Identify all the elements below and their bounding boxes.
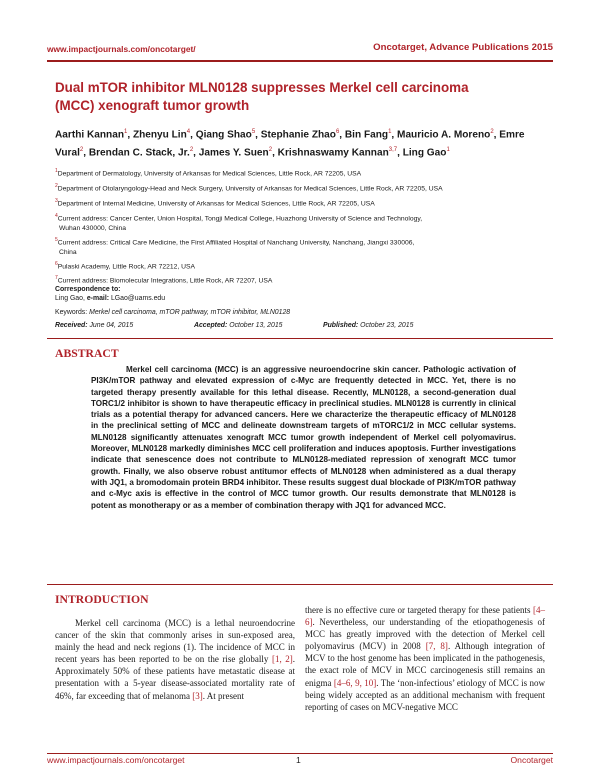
intro-text: . Although integration of MCV to the host genome has been implicated in the pathogenesis, the exact role of MCV in MCC carcinogenesis still remains an enigma — [305, 641, 545, 688]
affiliation-text-cont: Wuhan 430000, China — [59, 224, 127, 232]
intro-text: Merkel cell carcinoma (MCC) is a lethal neuroendocrine cancer of the skin that commonly arises in sun-exposed area, mainly the head and neck regions (1). The incidence of MCC in recent years has been reported to be on the rise globally — [55, 618, 295, 665]
author-name: James Y. Suen — [198, 147, 269, 159]
accepted-value: October 13, 2015 — [229, 322, 283, 329]
intro-text: . Nevertheless, our understanding of the etiopathogenesis of MCC has greatly improved with the detection of Merkel cell polyomavirus (MCV) in 2008 — [305, 617, 545, 652]
author-name: Mauricio A. Moreno — [397, 129, 491, 141]
affiliation-text: Department of Internal Medicine, University of Arkansas for Medical Sciences, Little Rock, AR 72205, USA — [57, 200, 375, 208]
keywords-label: Keywords: — [55, 309, 88, 316]
affiliation-mark: 3 — [55, 198, 58, 204]
author-affiliation-mark: 3,7 — [388, 146, 398, 153]
page-number: 1 — [296, 755, 301, 765]
affiliation-text: Pulaski Academy, Little Rock, AR 72212, USA — [57, 263, 195, 271]
author-name: Qiang Shao — [195, 129, 252, 141]
author-affiliation-mark: 2 — [268, 146, 273, 153]
affiliation — [55, 260, 547, 272]
correspondence-email-label: e-mail: — [86, 295, 110, 302]
keywords-value: Merkel cell carcinoma, mTOR pathway, mTOR inhibitor, MLN0128 — [89, 309, 291, 316]
intro-text: . Approximately 50% of these patients have metastatic disease at presentation with a 5-year disease-associated mortality rate of 46%, far exceeding that of melanoma — [55, 654, 296, 701]
header-journal-url[interactable]: www.impactjournals.com/oncotarget/ — [47, 44, 196, 54]
affiliation-mark: 2 — [55, 183, 58, 189]
intro-right-column — [305, 604, 545, 713]
correspondence-name: Ling Gao, — [55, 295, 85, 302]
author-affiliation-mark: 2 — [189, 146, 194, 153]
intro-text: . At present — [202, 690, 244, 701]
correspondence-email[interactable]: LGao@uams.edu — [110, 295, 166, 302]
affiliation-text: Department of Otolaryngology-Head and Neck Surgery, University of Arkansas for Medical Sciences, Little Rock, AR 72205, USA — [57, 185, 443, 193]
author-affiliation-mark: 1 — [388, 129, 392, 135]
accepted-label: Accepted: — [194, 322, 228, 329]
abstract-text: Merkel cell carcinoma (MCC) is an aggressive neuroendocrine skin cancer. Pathologic activation of PI3K/mTOR pathway and elevated expression of c-Myc are frequently detected in MCC. Yet, there is no targeted therapy presently available for this lethal disease. Recently, MLN0128, a second-generation dual TORC1/2 inhibitor is shown to have therapeutic efficacy in preclinical studies. MLN0128 is currently in clinical trials as a potential therapy for advanced cancers. Here we characterize the therapeutic efficacy of MLN0128 in the preclinical setting of MCC and delineate downstream targets of mTORC1/2 in MCC cellular systems. MLN0128 significantly attenuates xenograft MCC tumor growth independent of Merkel cell polyomavirus. Moreover, MLN0128 markedly diminishes MCC cell proliferation and induces apoptosis. Further investigations indicate that senescence does not contribute to MLN0128-mediated repression of xenograft MCC tumor growth. Finally, we also observe robust antitumor effects of MLN0128 when administered as a dual therapy with JQ1, a bromodomain protein BRD4 inhibitor. These results suggest dual blockade of PI3K/mTOR pathway and c-Myc axis is effective in the control of MCC tumor growth. Our results demonstrate that MLN0128 is potent as monotherapy or as a member of combination therapy with JQ1 for advanced MCC. — [91, 365, 516, 510]
author-affiliation-mark: 2 — [490, 129, 494, 135]
citation-link[interactable]: [4–6] — [305, 605, 546, 628]
footer-rule — [47, 753, 553, 754]
intro-paragraph — [55, 617, 295, 702]
citation-link[interactable]: [7, 8] — [425, 641, 448, 652]
author-list: Aarthi Kannan$^1$, Zhenyu Lin$^4$, Qiang Shao$^5$, Stephanie Zhao$^6$, Bin Fang$^1$, Mauricio A. Moreno$^2$, Emre Vural$^2$, Brendan C. Stack, Jr.$^2$, James Y. Suen$^2$, Krishnaswamy Kannan$^{3,7}$, Ling Gao$^1$ — [55, 129, 525, 159]
author-affiliation-mark: 6 — [335, 129, 340, 135]
header-rule — [47, 60, 553, 62]
introduction-heading: INTRODUCTION — [55, 593, 149, 606]
affiliation-text-cont: China — [59, 248, 77, 256]
affiliation-mark: 1 — [55, 168, 58, 174]
affiliation-text: Current address: Cancer Center, Union Hospital, Tongji Medical College, Huazhong University of Science and Technology, — [57, 215, 423, 223]
received-date — [55, 322, 133, 329]
affiliation — [55, 167, 547, 179]
footer-journal-url[interactable]: www.impactjournals.com/oncotarget — [47, 755, 185, 765]
author-name: Stephanie Zhao — [260, 129, 336, 141]
author-affiliation-mark: 4 — [186, 129, 191, 135]
correspondence-heading: Correspondence to: — [55, 286, 121, 293]
header-journal-name: Oncotarget, Advance Publications 2015 — [373, 42, 553, 53]
citation-link[interactable]: [1, 2] — [271, 654, 293, 665]
author-name: Aarthi Kannan — [55, 129, 124, 141]
author-name: Zhenyu Lin — [132, 129, 187, 141]
affiliation — [55, 212, 547, 233]
title-line-1: Dual mTOR inhibitor MLN0128 suppresses Merkel cell carcinoma — [55, 80, 469, 95]
affiliation-mark: 4 — [55, 213, 58, 219]
published-label: Published: — [323, 322, 359, 329]
author-affiliation-mark: 1 — [446, 146, 450, 153]
received-value: June 04, 2015 — [89, 322, 134, 329]
affiliation-text: Current address: Biomolecular Integrations, Little Rock, AR 72207, USA — [57, 277, 273, 285]
citation-link[interactable]: [3] — [192, 690, 203, 701]
section-rule — [47, 584, 553, 585]
author-name: Emre Vural — [55, 129, 525, 159]
keywords — [55, 309, 290, 316]
footer-journal-name: Oncotarget — [510, 755, 553, 765]
intro-text: . The ‘non-infectious’ etiology of MCC is now being widely accepted as an additional mechanism with frequent reporting of cases on MCV-negative MCC — [305, 677, 546, 712]
published-date — [323, 322, 413, 329]
section-rule — [47, 338, 553, 339]
affiliation-mark: 5 — [55, 237, 58, 243]
affiliation-text: Department of Dermatology, University of Arkansas for Medical Sciences, Little Rock, AR 72205, USA — [57, 170, 362, 178]
affiliation-mark: 7 — [55, 275, 58, 281]
author-affiliation-mark: 2 — [79, 146, 84, 153]
article-title — [55, 79, 545, 114]
accepted-date — [194, 322, 283, 329]
affiliation-mark: 6 — [55, 261, 58, 267]
affiliation-text: Current address: Critical Care Medicine, the First Affiliated Hospital of Nanchang University, Nanchang, Jiangxi 330006, — [57, 239, 415, 247]
received-label: Received: — [55, 322, 88, 329]
intro-left-column — [55, 617, 295, 702]
author-name: Krishnaswamy Kannan — [277, 147, 389, 159]
author-name: Bin Fang — [344, 129, 389, 141]
published-value: October 23, 2015 — [360, 322, 414, 329]
citation-link[interactable]: [4–6, 9, 10] — [333, 677, 377, 688]
intro-paragraph — [305, 604, 545, 713]
correspondence-line — [55, 295, 165, 302]
affiliation — [55, 197, 547, 209]
intro-text: there is no effective cure or targeted therapy for these patients — [305, 605, 531, 615]
affiliation — [55, 236, 547, 257]
affiliation — [55, 274, 547, 286]
title-line-2: (MCC) xenograft tumor growth — [55, 97, 250, 113]
author-name: Ling Gao — [402, 147, 447, 159]
author-name: Brendan C. Stack, Jr. — [88, 147, 190, 159]
affiliation — [55, 182, 547, 194]
abstract-heading: ABSTRACT — [55, 347, 119, 360]
author-affiliation-mark: 5 — [251, 129, 256, 135]
author-affiliation-mark: 1 — [123, 129, 128, 135]
